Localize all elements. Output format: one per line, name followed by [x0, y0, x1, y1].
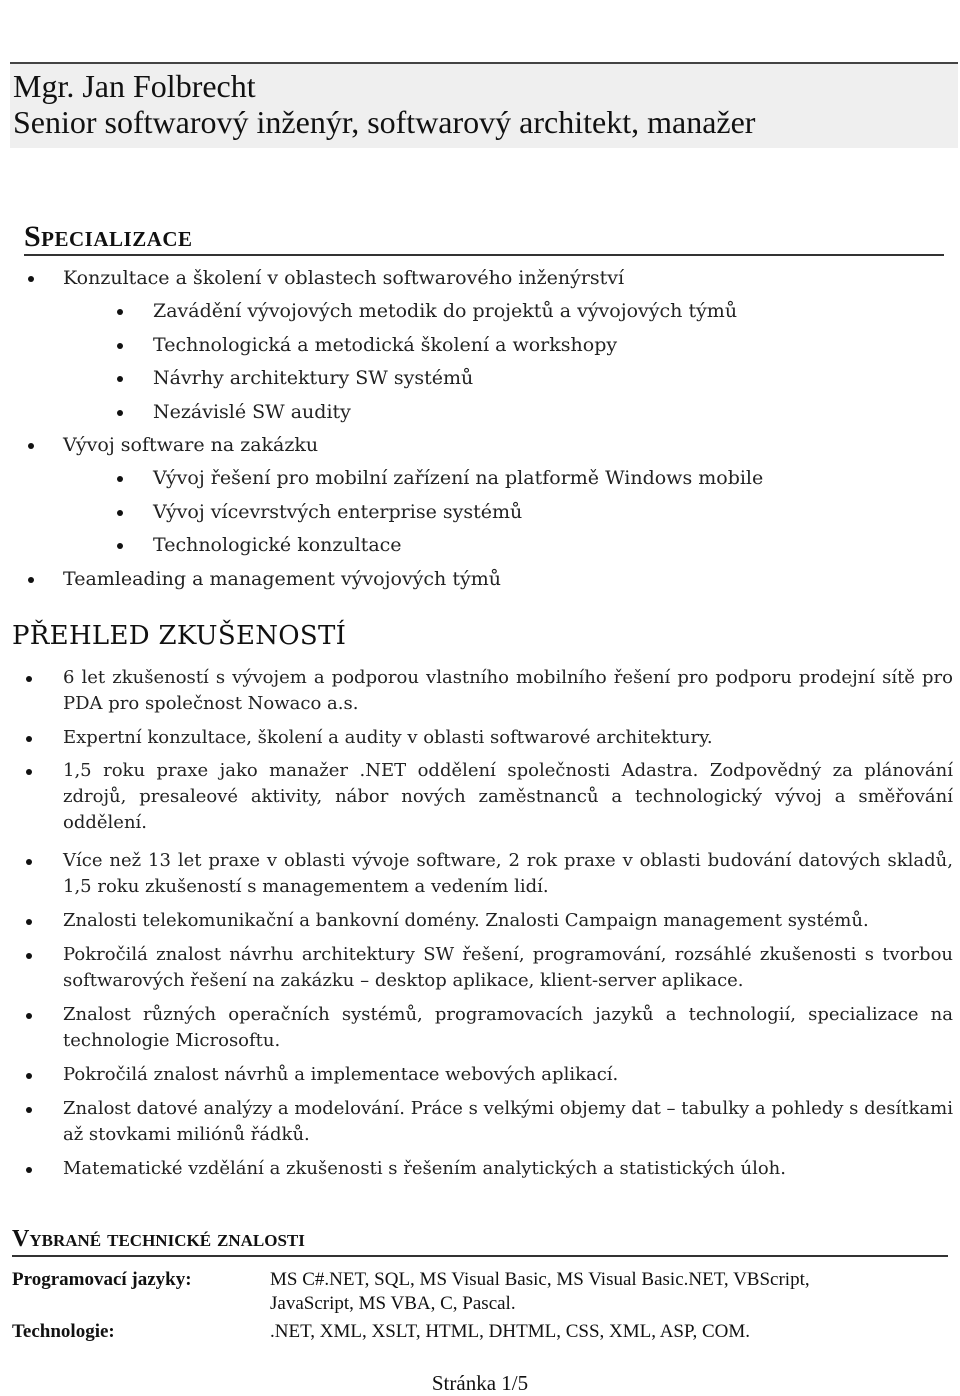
zkusenost-item: 6 let zkušeností s vývojem a podporou vlastního mobilního řešení pro podporu prodejní sítě pro PDA pro společnost Nowaco a.s.	[63, 667, 953, 714]
zkusenost-item: Více než 13 let praxe v oblasti vývoje software, 2 rok praxe v oblasti budování datových skladů, 1,5 roku zkušeností s managementem a vedením lidí.	[63, 850, 953, 897]
bullet-dot	[26, 676, 32, 682]
zkusenost-item: Expertní konzultace, školení a audity v oblasti softwarové architektury.	[63, 727, 713, 748]
bullet-dot	[117, 510, 123, 516]
bullet-dot	[26, 953, 32, 959]
person-role: Senior softwarový inženýr, softwarový architekt, manažer	[13, 104, 756, 140]
bullet-dot	[26, 1013, 32, 1019]
specializace-item: Vývoj software na zakázku	[63, 434, 319, 456]
bullet-dot	[117, 376, 123, 382]
zkusenost-item: Znalost různých operačních systémů, programovacích jazyků a technologií, specializace na technologie Microsoftu.	[63, 1004, 953, 1051]
specializace-subitem: Nezávislé SW audity	[153, 400, 351, 423]
znalosti-label-technologie: Technologie:	[12, 1321, 115, 1342]
bullet-dot	[26, 1167, 32, 1173]
zkusenosti-heading: PŘEHLED ZKUŠENOSTÍ	[12, 621, 347, 651]
specializace-subitem: Návrhy architektury SW systémů	[153, 367, 474, 390]
zkusenost-item: Matematické vzdělání a zkušenosti s řešením analytických a statistických úloh.	[63, 1158, 786, 1179]
bullet-dot	[26, 769, 32, 775]
specializace-item: Teamleading a management vývojových týmů	[63, 567, 501, 590]
bullet-dot	[26, 859, 32, 865]
zkusenost-item: 1,5 roku praxe jako manažer .NET oddělení společnosti Adastra. Zodpovědný za plánování zdrojů, presaleové aktivity, nábor nových zaměstnanců a technologický vývoj a směřování oddělení.	[63, 760, 953, 833]
znalosti-label-jazyky: Programovací jazyky:	[12, 1269, 192, 1290]
specializace-item: Konzultace a školení v oblastech softwarového inženýrství	[63, 267, 625, 289]
zkusenost-item: Znalosti telekomunikační a bankovní domény. Znalosti Campaign management systémů.	[63, 910, 869, 931]
bullet-dot	[28, 577, 34, 583]
znalosti-value-technologie: .NET, XML, XSLT, HTML, DHTML, CSS, XML, ASP, COM.	[270, 1321, 750, 1342]
bullet-dot	[117, 410, 123, 416]
bullet-dot	[26, 919, 32, 925]
zkusenost-item: Pokročilá znalost návrhů a implementace webových aplikací.	[63, 1064, 619, 1085]
page-number: Stránka 1/5	[431, 1371, 529, 1395]
specializace-subitem: Technologická a metodická školení a workshopy	[153, 333, 618, 356]
person-name: Mgr. Jan Folbrecht	[13, 68, 256, 104]
bullet-dot	[28, 443, 34, 449]
bullet-dot	[26, 736, 32, 742]
zkusenost-item: Znalost datové analýzy a modelování. Práce s velkými objemy dat – tabulky a pohledy s desítkami až stovkami miliónů řádků.	[63, 1098, 953, 1145]
bullet-dot	[26, 1107, 32, 1113]
znalosti-value-jazyky: MS C#.NET, SQL, MS Visual Basic, MS Visual Basic.NET, VBScript, JavaScript, MS VBA, C, Pascal.	[270, 1269, 810, 1314]
bullet-dot	[26, 1073, 32, 1079]
zkusenost-item: Pokročilá znalost návrhu architektury SW řešení, programování, rozsáhlé zkušenosti s tvorbou softwarových řešení na zakázku – desktop aplikace, klient-server aplikace.	[63, 944, 953, 991]
bullet-dot	[117, 476, 123, 482]
header-box	[10, 62, 958, 148]
specializace-subitem: Vývoj vícevrstvých enterprise systémů	[153, 500, 523, 523]
specializace-subitem: Zavádění vývojových metodik do projektů a vývojových týmů	[153, 300, 738, 323]
bullet-dot	[117, 309, 123, 315]
bullet-dot	[28, 276, 34, 282]
znalosti-heading: Vybrané technické znalosti	[12, 1225, 948, 1257]
specializace-heading: Specializace	[24, 220, 944, 256]
bullet-dot	[117, 343, 123, 349]
specializace-subitem: Technologické konzultace	[153, 534, 402, 557]
specializace-subitem: Vývoj řešení pro mobilní zařízení na platformě Windows mobile	[153, 467, 764, 490]
bullet-dot	[117, 543, 123, 549]
